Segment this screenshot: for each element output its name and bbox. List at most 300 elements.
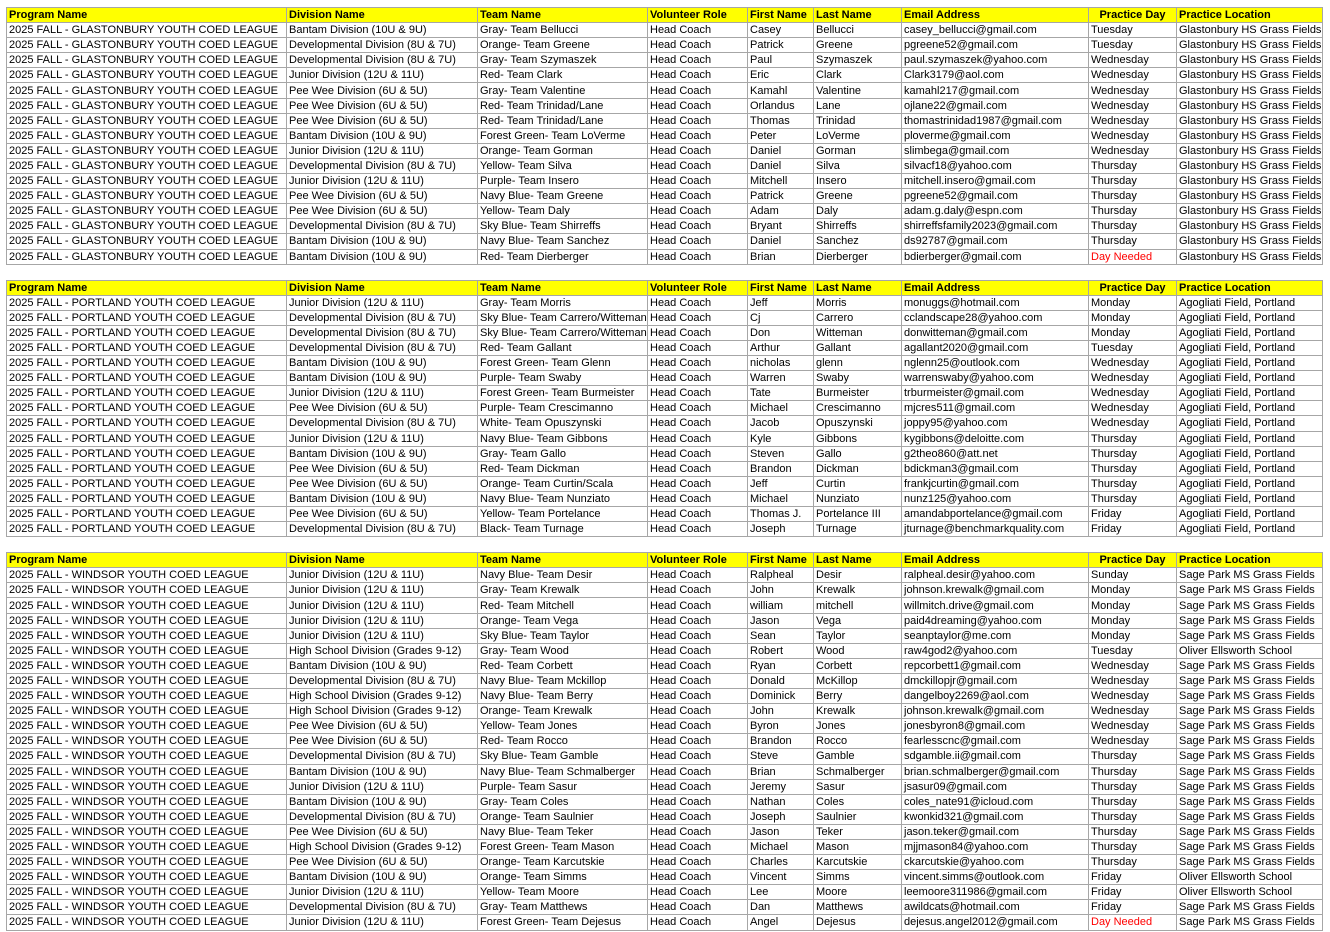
cell-practice-day[interactable]: Thursday bbox=[1089, 174, 1177, 189]
cell-practice-day[interactable]: Wednesday bbox=[1089, 53, 1177, 68]
cell-practice-day[interactable]: Monday bbox=[1089, 325, 1177, 340]
cell-email[interactable]: Clark3179@aol.com bbox=[902, 68, 1089, 83]
cell-program[interactable]: 2025 FALL - WINDSOR YOUTH COED LEAGUE bbox=[7, 900, 287, 915]
cell-division[interactable]: Bantam Division (10U & 9U) bbox=[287, 446, 478, 461]
cell-program[interactable]: 2025 FALL - PORTLAND YOUTH COED LEAGUE bbox=[7, 371, 287, 386]
cell-practice-day[interactable]: Wednesday bbox=[1089, 673, 1177, 688]
cell-first-name[interactable]: Ralpheal bbox=[748, 568, 814, 583]
cell-division[interactable]: Developmental Division (8U & 7U) bbox=[287, 673, 478, 688]
cell-email[interactable]: ojlane22@gmail.com bbox=[902, 98, 1089, 113]
cell-email[interactable]: fearlesscnc@gmail.com bbox=[902, 734, 1089, 749]
cell-role[interactable]: Head Coach bbox=[648, 189, 748, 204]
cell-practice-location[interactable]: Glastonbury HS Grass Fields bbox=[1177, 128, 1323, 143]
cell-role[interactable]: Head Coach bbox=[648, 870, 748, 885]
cell-team[interactable]: Black- Team Turnage bbox=[478, 522, 648, 537]
cell-practice-location[interactable]: Sage Park MS Grass Fields bbox=[1177, 824, 1323, 839]
cell-division[interactable]: Bantam Division (10U & 9U) bbox=[287, 23, 478, 38]
cell-role[interactable]: Head Coach bbox=[648, 446, 748, 461]
cell-practice-location[interactable]: Agogliati Field, Portland bbox=[1177, 295, 1323, 310]
cell-role[interactable]: Head Coach bbox=[648, 855, 748, 870]
cell-division[interactable]: Developmental Division (8U & 7U) bbox=[287, 340, 478, 355]
cell-practice-day[interactable]: Friday bbox=[1089, 522, 1177, 537]
cell-email[interactable]: brian.schmalberger@gmail.com bbox=[902, 764, 1089, 779]
cell-program[interactable]: 2025 FALL - WINDSOR YOUTH COED LEAGUE bbox=[7, 628, 287, 643]
cell-practice-day[interactable]: Wednesday bbox=[1089, 734, 1177, 749]
cell-practice-day[interactable]: Thursday bbox=[1089, 461, 1177, 476]
cell-role[interactable]: Head Coach bbox=[648, 522, 748, 537]
cell-practice-day[interactable]: Wednesday bbox=[1089, 401, 1177, 416]
column-header-practice-day[interactable]: Practice Day bbox=[1089, 553, 1177, 568]
cell-first-name[interactable]: Nathan bbox=[748, 794, 814, 809]
cell-practice-location[interactable]: Agogliati Field, Portland bbox=[1177, 386, 1323, 401]
cell-last-name[interactable]: Silva bbox=[814, 158, 902, 173]
cell-team[interactable]: Yellow- Team Daly bbox=[478, 204, 648, 219]
cell-practice-location[interactable]: Glastonbury HS Grass Fields bbox=[1177, 23, 1323, 38]
cell-email[interactable]: donwitteman@gmail.com bbox=[902, 325, 1089, 340]
cell-first-name[interactable]: Michael bbox=[748, 839, 814, 854]
cell-role[interactable]: Head Coach bbox=[648, 204, 748, 219]
cell-email[interactable]: awildcats@hotmail.com bbox=[902, 900, 1089, 915]
cell-team[interactable]: Sky Blue- Team Gamble bbox=[478, 749, 648, 764]
cell-program[interactable]: 2025 FALL - GLASTONBURY YOUTH COED LEAGUE bbox=[7, 113, 287, 128]
cell-team[interactable]: Navy Blue- Team Greene bbox=[478, 189, 648, 204]
cell-last-name[interactable]: Trinidad bbox=[814, 113, 902, 128]
cell-first-name[interactable]: Arthur bbox=[748, 340, 814, 355]
cell-practice-day[interactable]: Thursday bbox=[1089, 234, 1177, 249]
cell-program[interactable]: 2025 FALL - WINDSOR YOUTH COED LEAGUE bbox=[7, 704, 287, 719]
cell-program[interactable]: 2025 FALL - WINDSOR YOUTH COED LEAGUE bbox=[7, 794, 287, 809]
cell-team[interactable]: Orange- Team Simms bbox=[478, 870, 648, 885]
cell-last-name[interactable]: Swaby bbox=[814, 371, 902, 386]
cell-email[interactable]: mitchell.insero@gmail.com bbox=[902, 174, 1089, 189]
cell-program[interactable]: 2025 FALL - WINDSOR YOUTH COED LEAGUE bbox=[7, 809, 287, 824]
cell-practice-location[interactable]: Agogliati Field, Portland bbox=[1177, 325, 1323, 340]
cell-division[interactable]: Bantam Division (10U & 9U) bbox=[287, 658, 478, 673]
cell-practice-day[interactable]: Thursday bbox=[1089, 158, 1177, 173]
cell-team[interactable]: Yellow- Team Portelance bbox=[478, 507, 648, 522]
cell-role[interactable]: Head Coach bbox=[648, 234, 748, 249]
cell-first-name[interactable]: Michael bbox=[748, 401, 814, 416]
cell-email[interactable]: bdierberger@gmail.com bbox=[902, 249, 1089, 264]
cell-team[interactable]: Red- Team Rocco bbox=[478, 734, 648, 749]
column-header-practice-day[interactable]: Practice Day bbox=[1089, 8, 1177, 23]
cell-division[interactable]: Pee Wee Division (6U & 5U) bbox=[287, 719, 478, 734]
cell-team[interactable]: Navy Blue- Team Berry bbox=[478, 689, 648, 704]
cell-practice-day[interactable]: Thursday bbox=[1089, 824, 1177, 839]
cell-team[interactable]: Orange- Team Karcutskie bbox=[478, 855, 648, 870]
cell-practice-day[interactable]: Wednesday bbox=[1089, 704, 1177, 719]
cell-first-name[interactable]: Orlandus bbox=[748, 98, 814, 113]
cell-practice-location[interactable]: Agogliati Field, Portland bbox=[1177, 431, 1323, 446]
cell-first-name[interactable]: Brandon bbox=[748, 734, 814, 749]
cell-practice-location[interactable]: Agogliati Field, Portland bbox=[1177, 416, 1323, 431]
cell-program[interactable]: 2025 FALL - PORTLAND YOUTH COED LEAGUE bbox=[7, 431, 287, 446]
cell-role[interactable]: Head Coach bbox=[648, 431, 748, 446]
cell-practice-day[interactable]: Thursday bbox=[1089, 446, 1177, 461]
cell-practice-day[interactable]: Day Needed bbox=[1089, 249, 1177, 264]
cell-last-name[interactable]: Matthews bbox=[814, 900, 902, 915]
cell-practice-day[interactable]: Thursday bbox=[1089, 431, 1177, 446]
cell-email[interactable]: joppy95@yahoo.com bbox=[902, 416, 1089, 431]
cell-role[interactable]: Head Coach bbox=[648, 174, 748, 189]
cell-practice-day[interactable]: Thursday bbox=[1089, 476, 1177, 491]
cell-practice-day[interactable]: Wednesday bbox=[1089, 416, 1177, 431]
cell-team[interactable]: Orange- Team Saulnier bbox=[478, 809, 648, 824]
cell-practice-location[interactable]: Glastonbury HS Grass Fields bbox=[1177, 113, 1323, 128]
cell-team[interactable]: Yellow- Team Moore bbox=[478, 885, 648, 900]
cell-role[interactable]: Head Coach bbox=[648, 613, 748, 628]
cell-team[interactable]: Red- Team Trinidad/Lane bbox=[478, 113, 648, 128]
cell-first-name[interactable]: Brandon bbox=[748, 461, 814, 476]
cell-division[interactable]: Junior Division (12U & 11U) bbox=[287, 143, 478, 158]
cell-program[interactable]: 2025 FALL - GLASTONBURY YOUTH COED LEAGUE bbox=[7, 53, 287, 68]
cell-practice-location[interactable]: Sage Park MS Grass Fields bbox=[1177, 734, 1323, 749]
cell-role[interactable]: Head Coach bbox=[648, 734, 748, 749]
cell-division[interactable]: Pee Wee Division (6U & 5U) bbox=[287, 204, 478, 219]
column-header-practice-location[interactable]: Practice Location bbox=[1177, 8, 1323, 23]
cell-email[interactable]: seanptaylor@me.com bbox=[902, 628, 1089, 643]
cell-practice-day[interactable]: Thursday bbox=[1089, 839, 1177, 854]
cell-practice-day[interactable]: Tuesday bbox=[1089, 643, 1177, 658]
cell-practice-day[interactable]: Wednesday bbox=[1089, 689, 1177, 704]
cell-program[interactable]: 2025 FALL - WINDSOR YOUTH COED LEAGUE bbox=[7, 779, 287, 794]
cell-email[interactable]: coles_nate91@icloud.com bbox=[902, 794, 1089, 809]
cell-practice-location[interactable]: Agogliati Field, Portland bbox=[1177, 507, 1323, 522]
cell-first-name[interactable]: Paul bbox=[748, 53, 814, 68]
cell-email[interactable]: nglenn25@outlook.com bbox=[902, 356, 1089, 371]
cell-last-name[interactable]: Berry bbox=[814, 689, 902, 704]
cell-role[interactable]: Head Coach bbox=[648, 628, 748, 643]
cell-program[interactable]: 2025 FALL - PORTLAND YOUTH COED LEAGUE bbox=[7, 416, 287, 431]
cell-first-name[interactable]: Jeremy bbox=[748, 779, 814, 794]
cell-division[interactable]: Pee Wee Division (6U & 5U) bbox=[287, 824, 478, 839]
cell-last-name[interactable]: Lane bbox=[814, 98, 902, 113]
cell-program[interactable]: 2025 FALL - WINDSOR YOUTH COED LEAGUE bbox=[7, 839, 287, 854]
cell-team[interactable]: Red- Team Corbett bbox=[478, 658, 648, 673]
cell-practice-day[interactable]: Thursday bbox=[1089, 204, 1177, 219]
cell-practice-day[interactable]: Wednesday bbox=[1089, 356, 1177, 371]
cell-first-name[interactable]: Michael bbox=[748, 491, 814, 506]
cell-division[interactable]: Pee Wee Division (6U & 5U) bbox=[287, 476, 478, 491]
cell-practice-location[interactable]: Glastonbury HS Grass Fields bbox=[1177, 68, 1323, 83]
cell-division[interactable]: Junior Division (12U & 11U) bbox=[287, 613, 478, 628]
column-header-last-name[interactable]: Last Name bbox=[814, 8, 902, 23]
cell-practice-day[interactable]: Tuesday bbox=[1089, 38, 1177, 53]
cell-last-name[interactable]: Mason bbox=[814, 839, 902, 854]
cell-practice-location[interactable]: Glastonbury HS Grass Fields bbox=[1177, 83, 1323, 98]
cell-email[interactable]: leemoore311986@gmail.com bbox=[902, 885, 1089, 900]
cell-practice-location[interactable]: Sage Park MS Grass Fields bbox=[1177, 749, 1323, 764]
cell-role[interactable]: Head Coach bbox=[648, 507, 748, 522]
cell-division[interactable]: Developmental Division (8U & 7U) bbox=[287, 310, 478, 325]
cell-team[interactable]: Forest Green- Team Dejesus bbox=[478, 915, 648, 930]
cell-practice-day[interactable]: Wednesday bbox=[1089, 143, 1177, 158]
cell-email[interactable]: johnson.krewalk@gmail.com bbox=[902, 704, 1089, 719]
cell-first-name[interactable]: Byron bbox=[748, 719, 814, 734]
cell-team[interactable]: Red- Team Dickman bbox=[478, 461, 648, 476]
column-header-role[interactable]: Volunteer Role bbox=[648, 8, 748, 23]
cell-role[interactable]: Head Coach bbox=[648, 900, 748, 915]
column-header-division[interactable]: Division Name bbox=[287, 8, 478, 23]
cell-first-name[interactable]: Jacob bbox=[748, 416, 814, 431]
cell-practice-location[interactable]: Agogliati Field, Portland bbox=[1177, 461, 1323, 476]
cell-program[interactable]: 2025 FALL - PORTLAND YOUTH COED LEAGUE bbox=[7, 401, 287, 416]
cell-role[interactable]: Head Coach bbox=[648, 128, 748, 143]
cell-last-name[interactable]: Morris bbox=[814, 295, 902, 310]
cell-first-name[interactable]: Steven bbox=[748, 446, 814, 461]
cell-practice-location[interactable]: Sage Park MS Grass Fields bbox=[1177, 809, 1323, 824]
cell-team[interactable]: Orange- Team Curtin/Scala bbox=[478, 476, 648, 491]
cell-email[interactable]: repcorbett1@gmail.com bbox=[902, 658, 1089, 673]
cell-team[interactable]: Gray- Team Wood bbox=[478, 643, 648, 658]
cell-role[interactable]: Head Coach bbox=[648, 249, 748, 264]
cell-practice-day[interactable]: Friday bbox=[1089, 507, 1177, 522]
cell-first-name[interactable]: nicholas bbox=[748, 356, 814, 371]
cell-division[interactable]: Developmental Division (8U & 7U) bbox=[287, 416, 478, 431]
cell-email[interactable]: dmckillopjr@gmail.com bbox=[902, 673, 1089, 688]
cell-division[interactable]: Bantam Division (10U & 9U) bbox=[287, 234, 478, 249]
cell-email[interactable]: warrenswaby@yahoo.com bbox=[902, 371, 1089, 386]
cell-last-name[interactable]: Coles bbox=[814, 794, 902, 809]
cell-email[interactable]: thomastrinidad1987@gmail.com bbox=[902, 113, 1089, 128]
cell-program[interactable]: 2025 FALL - WINDSOR YOUTH COED LEAGUE bbox=[7, 583, 287, 598]
cell-practice-location[interactable]: Sage Park MS Grass Fields bbox=[1177, 900, 1323, 915]
cell-first-name[interactable]: Daniel bbox=[748, 234, 814, 249]
cell-role[interactable]: Head Coach bbox=[648, 371, 748, 386]
cell-role[interactable]: Head Coach bbox=[648, 461, 748, 476]
cell-last-name[interactable]: Taylor bbox=[814, 628, 902, 643]
cell-first-name[interactable]: Vincent bbox=[748, 870, 814, 885]
cell-practice-location[interactable]: Glastonbury HS Grass Fields bbox=[1177, 249, 1323, 264]
cell-email[interactable]: mjcres511@gmail.com bbox=[902, 401, 1089, 416]
cell-team[interactable]: Yellow- Team Silva bbox=[478, 158, 648, 173]
cell-practice-day[interactable]: Monday bbox=[1089, 310, 1177, 325]
cell-team[interactable]: Gray- Team Krewalk bbox=[478, 583, 648, 598]
cell-practice-location[interactable]: Agogliati Field, Portland bbox=[1177, 522, 1323, 537]
cell-practice-location[interactable]: Glastonbury HS Grass Fields bbox=[1177, 174, 1323, 189]
cell-team[interactable]: Gray- Team Gallo bbox=[478, 446, 648, 461]
column-header-practice-day[interactable]: Practice Day bbox=[1089, 280, 1177, 295]
cell-practice-day[interactable]: Wednesday bbox=[1089, 386, 1177, 401]
cell-team[interactable]: Gray- Team Coles bbox=[478, 794, 648, 809]
cell-first-name[interactable]: Bryant bbox=[748, 219, 814, 234]
cell-team[interactable]: Red- Team Gallant bbox=[478, 340, 648, 355]
cell-role[interactable]: Head Coach bbox=[648, 704, 748, 719]
cell-team[interactable]: Red- Team Trinidad/Lane bbox=[478, 98, 648, 113]
cell-team[interactable]: Purple- Team Insero bbox=[478, 174, 648, 189]
cell-program[interactable]: 2025 FALL - GLASTONBURY YOUTH COED LEAGUE bbox=[7, 234, 287, 249]
cell-team[interactable]: Sky Blue- Team Shirreffs bbox=[478, 219, 648, 234]
cell-first-name[interactable]: John bbox=[748, 704, 814, 719]
cell-role[interactable]: Head Coach bbox=[648, 401, 748, 416]
cell-last-name[interactable]: McKillop bbox=[814, 673, 902, 688]
cell-program[interactable]: 2025 FALL - GLASTONBURY YOUTH COED LEAGUE bbox=[7, 174, 287, 189]
cell-practice-location[interactable]: Sage Park MS Grass Fields bbox=[1177, 704, 1323, 719]
cell-first-name[interactable]: Angel bbox=[748, 915, 814, 930]
cell-first-name[interactable]: Charles bbox=[748, 855, 814, 870]
cell-first-name[interactable]: Thomas J. bbox=[748, 507, 814, 522]
cell-practice-location[interactable]: Sage Park MS Grass Fields bbox=[1177, 658, 1323, 673]
cell-last-name[interactable]: Sasur bbox=[814, 779, 902, 794]
cell-email[interactable]: ds92787@gmail.com bbox=[902, 234, 1089, 249]
cell-practice-location[interactable]: Glastonbury HS Grass Fields bbox=[1177, 38, 1323, 53]
cell-role[interactable]: Head Coach bbox=[648, 568, 748, 583]
cell-role[interactable]: Head Coach bbox=[648, 310, 748, 325]
cell-program[interactable]: 2025 FALL - PORTLAND YOUTH COED LEAGUE bbox=[7, 340, 287, 355]
cell-role[interactable]: Head Coach bbox=[648, 719, 748, 734]
cell-last-name[interactable]: Daly bbox=[814, 204, 902, 219]
cell-role[interactable]: Head Coach bbox=[648, 779, 748, 794]
cell-practice-location[interactable]: Agogliati Field, Portland bbox=[1177, 310, 1323, 325]
column-header-role[interactable]: Volunteer Role bbox=[648, 553, 748, 568]
cell-program[interactable]: 2025 FALL - PORTLAND YOUTH COED LEAGUE bbox=[7, 295, 287, 310]
cell-email[interactable]: jason.teker@gmail.com bbox=[902, 824, 1089, 839]
cell-practice-location[interactable]: Sage Park MS Grass Fields bbox=[1177, 628, 1323, 643]
cell-last-name[interactable]: Gibbons bbox=[814, 431, 902, 446]
cell-program[interactable]: 2025 FALL - PORTLAND YOUTH COED LEAGUE bbox=[7, 325, 287, 340]
cell-division[interactable]: High School Division (Grades 9-12) bbox=[287, 839, 478, 854]
cell-team[interactable]: White- Team Opuszynski bbox=[478, 416, 648, 431]
cell-division[interactable]: Junior Division (12U & 11U) bbox=[287, 628, 478, 643]
cell-first-name[interactable]: Eric bbox=[748, 68, 814, 83]
cell-practice-location[interactable]: Sage Park MS Grass Fields bbox=[1177, 583, 1323, 598]
cell-practice-day[interactable]: Wednesday bbox=[1089, 98, 1177, 113]
cell-division[interactable]: Pee Wee Division (6U & 5U) bbox=[287, 507, 478, 522]
cell-email[interactable]: agallant2020@gmail.com bbox=[902, 340, 1089, 355]
cell-division[interactable]: Bantam Division (10U & 9U) bbox=[287, 794, 478, 809]
cell-division[interactable]: Junior Division (12U & 11U) bbox=[287, 295, 478, 310]
cell-last-name[interactable]: Valentine bbox=[814, 83, 902, 98]
cell-program[interactable]: 2025 FALL - GLASTONBURY YOUTH COED LEAGUE bbox=[7, 38, 287, 53]
cell-practice-location[interactable]: Sage Park MS Grass Fields bbox=[1177, 839, 1323, 854]
cell-role[interactable]: Head Coach bbox=[648, 476, 748, 491]
cell-first-name[interactable]: Kyle bbox=[748, 431, 814, 446]
column-header-first-name[interactable]: First Name bbox=[748, 553, 814, 568]
cell-team[interactable]: Red- Team Clark bbox=[478, 68, 648, 83]
cell-last-name[interactable]: Turnage bbox=[814, 522, 902, 537]
cell-email[interactable]: sdgamble.ii@gmail.com bbox=[902, 749, 1089, 764]
cell-first-name[interactable]: Ryan bbox=[748, 658, 814, 673]
cell-email[interactable]: frankjcurtin@gmail.com bbox=[902, 476, 1089, 491]
cell-practice-location[interactable]: Sage Park MS Grass Fields bbox=[1177, 689, 1323, 704]
cell-program[interactable]: 2025 FALL - PORTLAND YOUTH COED LEAGUE bbox=[7, 386, 287, 401]
cell-role[interactable]: Head Coach bbox=[648, 83, 748, 98]
cell-first-name[interactable]: Robert bbox=[748, 643, 814, 658]
column-header-team[interactable]: Team Name bbox=[478, 553, 648, 568]
cell-division[interactable]: Bantam Division (10U & 9U) bbox=[287, 870, 478, 885]
cell-team[interactable]: Gray- Team Valentine bbox=[478, 83, 648, 98]
cell-role[interactable]: Head Coach bbox=[648, 689, 748, 704]
cell-team[interactable]: Red- Team Mitchell bbox=[478, 598, 648, 613]
cell-role[interactable]: Head Coach bbox=[648, 143, 748, 158]
cell-practice-location[interactable]: Glastonbury HS Grass Fields bbox=[1177, 143, 1323, 158]
cell-practice-day[interactable]: Monday bbox=[1089, 598, 1177, 613]
cell-program[interactable]: 2025 FALL - GLASTONBURY YOUTH COED LEAGUE bbox=[7, 98, 287, 113]
cell-program[interactable]: 2025 FALL - WINDSOR YOUTH COED LEAGUE bbox=[7, 689, 287, 704]
cell-division[interactable]: Developmental Division (8U & 7U) bbox=[287, 749, 478, 764]
column-header-first-name[interactable]: First Name bbox=[748, 280, 814, 295]
cell-role[interactable]: Head Coach bbox=[648, 598, 748, 613]
cell-last-name[interactable]: Witteman bbox=[814, 325, 902, 340]
column-header-practice-location[interactable]: Practice Location bbox=[1177, 553, 1323, 568]
cell-practice-location[interactable]: Agogliati Field, Portland bbox=[1177, 401, 1323, 416]
cell-last-name[interactable]: Krewalk bbox=[814, 704, 902, 719]
column-header-team[interactable]: Team Name bbox=[478, 8, 648, 23]
cell-program[interactable]: 2025 FALL - WINDSOR YOUTH COED LEAGUE bbox=[7, 734, 287, 749]
cell-last-name[interactable]: Dierberger bbox=[814, 249, 902, 264]
cell-role[interactable]: Head Coach bbox=[648, 98, 748, 113]
column-header-program[interactable]: Program Name bbox=[7, 280, 287, 295]
cell-email[interactable]: paul.szymaszek@yahoo.com bbox=[902, 53, 1089, 68]
cell-program[interactable]: 2025 FALL - WINDSOR YOUTH COED LEAGUE bbox=[7, 855, 287, 870]
cell-program[interactable]: 2025 FALL - WINDSOR YOUTH COED LEAGUE bbox=[7, 870, 287, 885]
cell-team[interactable]: Forest Green- Team Glenn bbox=[478, 356, 648, 371]
cell-email[interactable]: silvacf18@yahoo.com bbox=[902, 158, 1089, 173]
cell-role[interactable]: Head Coach bbox=[648, 915, 748, 930]
column-header-role[interactable]: Volunteer Role bbox=[648, 280, 748, 295]
cell-team[interactable]: Navy Blue- Team Gibbons bbox=[478, 431, 648, 446]
column-header-team[interactable]: Team Name bbox=[478, 280, 648, 295]
cell-team[interactable]: Purple- Team Crescimanno bbox=[478, 401, 648, 416]
cell-practice-day[interactable]: Monday bbox=[1089, 295, 1177, 310]
cell-program[interactable]: 2025 FALL - GLASTONBURY YOUTH COED LEAGUE bbox=[7, 68, 287, 83]
cell-team[interactable]: Navy Blue- Team Desir bbox=[478, 568, 648, 583]
cell-division[interactable]: Bantam Division (10U & 9U) bbox=[287, 371, 478, 386]
cell-practice-location[interactable]: Oliver Ellsworth School bbox=[1177, 870, 1323, 885]
cell-last-name[interactable]: Gamble bbox=[814, 749, 902, 764]
cell-email[interactable]: johnson.krewalk@gmail.com bbox=[902, 583, 1089, 598]
cell-email[interactable]: amandabportelance@gmail.com bbox=[902, 507, 1089, 522]
cell-last-name[interactable]: Opuszynski bbox=[814, 416, 902, 431]
cell-email[interactable]: nunz125@yahoo.com bbox=[902, 491, 1089, 506]
cell-division[interactable]: High School Division (Grades 9-12) bbox=[287, 689, 478, 704]
cell-team[interactable]: Orange- Team Greene bbox=[478, 38, 648, 53]
cell-division[interactable]: Bantam Division (10U & 9U) bbox=[287, 249, 478, 264]
cell-email[interactable]: adam.g.daly@espn.com bbox=[902, 204, 1089, 219]
cell-first-name[interactable]: Warren bbox=[748, 371, 814, 386]
cell-program[interactable]: 2025 FALL - GLASTONBURY YOUTH COED LEAGUE bbox=[7, 83, 287, 98]
cell-email[interactable]: kygibbons@deloitte.com bbox=[902, 431, 1089, 446]
cell-first-name[interactable]: Jeff bbox=[748, 295, 814, 310]
cell-email[interactable]: ralpheal.desir@yahoo.com bbox=[902, 568, 1089, 583]
cell-division[interactable]: Pee Wee Division (6U & 5U) bbox=[287, 83, 478, 98]
cell-team[interactable]: Orange- Team Krewalk bbox=[478, 704, 648, 719]
cell-role[interactable]: Head Coach bbox=[648, 809, 748, 824]
cell-first-name[interactable]: william bbox=[748, 598, 814, 613]
cell-role[interactable]: Head Coach bbox=[648, 356, 748, 371]
cell-program[interactable]: 2025 FALL - WINDSOR YOUTH COED LEAGUE bbox=[7, 568, 287, 583]
cell-first-name[interactable]: Dominick bbox=[748, 689, 814, 704]
cell-last-name[interactable]: Bellucci bbox=[814, 23, 902, 38]
cell-role[interactable]: Head Coach bbox=[648, 764, 748, 779]
cell-division[interactable]: Developmental Division (8U & 7U) bbox=[287, 219, 478, 234]
cell-team[interactable]: Gray- Team Szymaszek bbox=[478, 53, 648, 68]
cell-email[interactable]: monuggs@hotmail.com bbox=[902, 295, 1089, 310]
column-header-last-name[interactable]: Last Name bbox=[814, 553, 902, 568]
cell-practice-day[interactable]: Friday bbox=[1089, 900, 1177, 915]
cell-last-name[interactable]: Shirreffs bbox=[814, 219, 902, 234]
cell-role[interactable]: Head Coach bbox=[648, 23, 748, 38]
cell-last-name[interactable]: glenn bbox=[814, 356, 902, 371]
cell-program[interactable]: 2025 FALL - PORTLAND YOUTH COED LEAGUE bbox=[7, 310, 287, 325]
cell-division[interactable]: Bantam Division (10U & 9U) bbox=[287, 491, 478, 506]
cell-last-name[interactable]: Sanchez bbox=[814, 234, 902, 249]
cell-last-name[interactable]: Szymaszek bbox=[814, 53, 902, 68]
cell-first-name[interactable]: Brian bbox=[748, 249, 814, 264]
cell-first-name[interactable]: Patrick bbox=[748, 38, 814, 53]
cell-practice-day[interactable]: Friday bbox=[1089, 885, 1177, 900]
cell-last-name[interactable]: Simms bbox=[814, 870, 902, 885]
